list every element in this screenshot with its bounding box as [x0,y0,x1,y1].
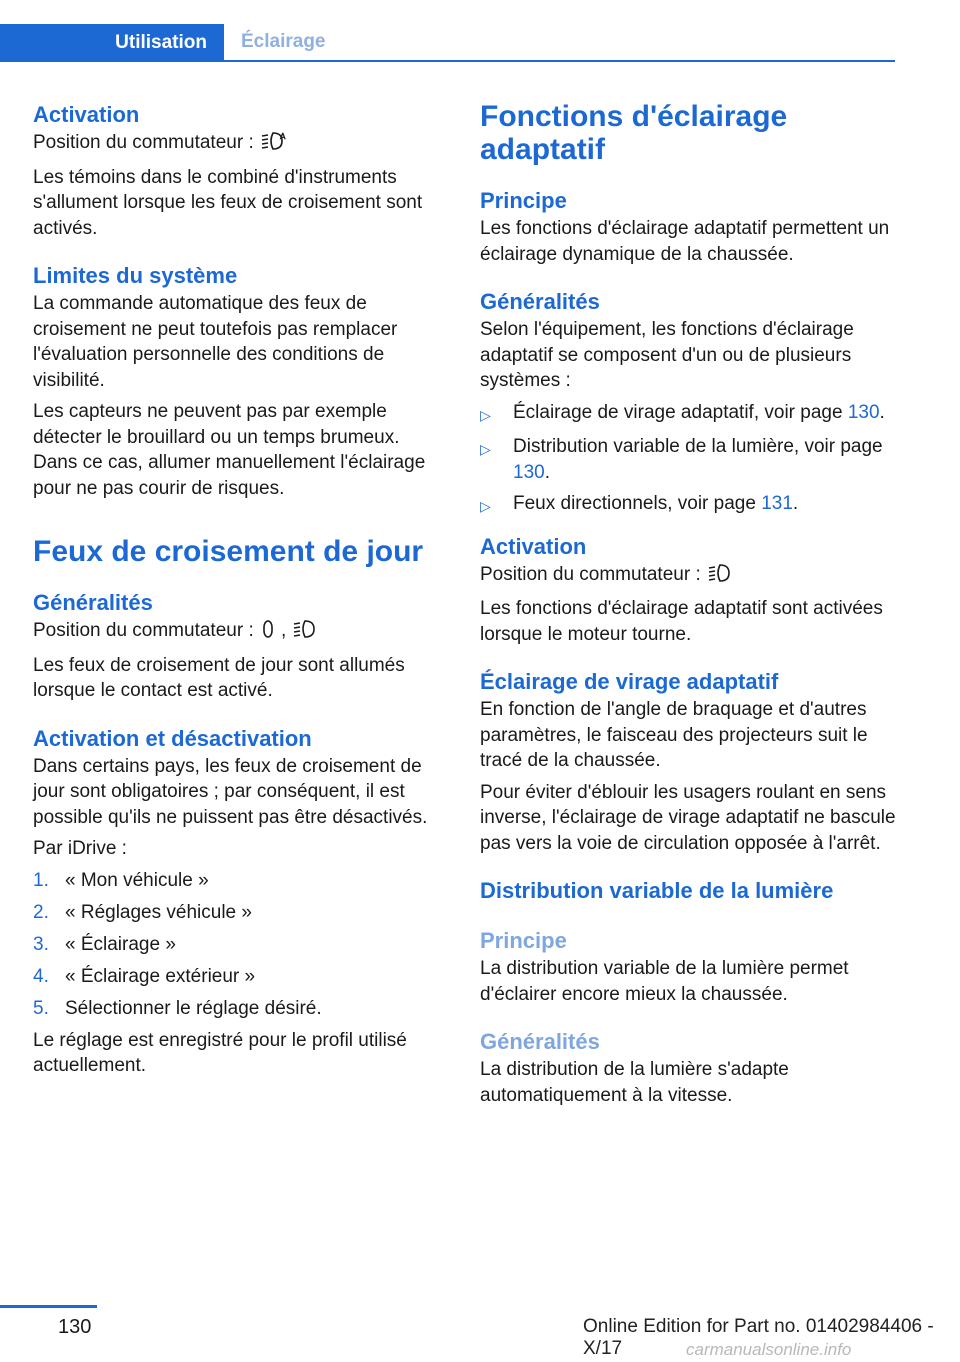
auto-headlight-icon [707,563,733,591]
activation-heading: Activation [33,102,140,127]
limits-paragraph-1: La commande automatique des feux de croisement ne peut toutefois pas remplacer l'évaluation personnelle des conditions de visibilité. [33,293,398,391]
page-link[interactable]: 130 [847,401,880,423]
edition-text: Online Edition for Part no. 01402984406 - X/17 [583,1316,934,1359]
auto-headlight-icon [292,619,318,647]
activation-body: Les témoins dans le combiné d'instruments s'allument lorsque les feux de croisement sont activés. [33,166,423,239]
list-item: ▷ Distribution variable de la lumière, voir page 130. [480,434,898,485]
drl-switch-text: Position du commutateur : , [33,618,448,647]
watermark: carmanualsonline.info [686,1340,852,1359]
vld-general-heading: Généralités [480,1029,600,1054]
vld-principle-body: La distribution variable de la lumière permet d'éclairer encore mieux la chaussée. [480,958,849,1005]
adaptive-activation-heading: Activation [480,533,587,559]
triangle-bullet-icon: ▷ [480,406,491,423]
triangle-bullet-icon: ▷ [480,498,491,514]
vld-general-body: La distribution de la lumière s'adapte automatiquement à la vitesse. [480,1059,789,1106]
auto-headlight-icon [260,131,286,159]
left-column [33,100,448,1079]
page-link[interactable]: 131 [761,493,793,514]
idrive-steps [33,868,448,1022]
adaptive-heading: Fonctions d'éclairage adaptatif [480,100,788,166]
drl-heading: Feux de croisement de jour [33,535,424,568]
vld-principle-heading: Principe [480,928,567,953]
idrive-intro: Par iDrive : [33,838,127,859]
drl-onoff-heading: Activation et désactivation [33,725,312,751]
general-body: Selon l'équipement, les fonctions d'éclairage adaptatif se composent d'un ou de plusieurs systèmes : [480,319,854,391]
principle-body: Les fonctions d'éclairage adaptatif permettent un éclairage dynamique de la chaussée. [480,218,890,265]
page-header [0,24,895,62]
svg-text:A: A [279,132,286,141]
activation-switch-text: Position du commutateur : A [33,130,448,159]
limits-heading: Limites du système [33,263,238,288]
adaptive-activation-body: Les fonctions d'éclairage adaptatif sont activées lorsque le moteur tourne. [480,598,883,645]
curve-paragraph-2: Pour éviter d'éblouir les usagers roulant en sens inverse, l'éclairage de virage adaptatif ne bascule pas vers la voie de circulation opposée à l'arrêt. [480,781,896,854]
drl-body: Les feux de croisement de jour sont allumés lorsque le contact est activé. [33,654,405,701]
list-item: ▷ Feux directionnels, voir page 131. [480,491,898,520]
drl-onoff-body: Dans certains pays, les feux de croisement de jour sont obligatoires ; par conséquent, il est possible qu'ils ne puissent pas être désactivés. [33,755,428,828]
general-heading: Généralités [480,289,600,314]
header-rule [0,60,895,62]
curve-heading: Éclairage de virage adaptatif [480,669,779,694]
list-item: 1. « Mon véhicule » [33,869,209,891]
right-column [480,100,898,1108]
page-link[interactable]: 130 [513,461,545,483]
footer-rule [0,1305,97,1308]
list-item: 5. Sélectionner le réglage désiré. [33,997,322,1019]
header-tab-eclairage: Éclairage [241,31,326,52]
list-item: 4. « Éclairage extérieur » [33,965,256,987]
list-item: 2. « Réglages véhicule » [33,901,252,923]
curve-paragraph-1: En fonction de l'angle de braquage et d'autres paramètres, le faisceau des projecteurs suit le tracé de la chaussée. [480,699,868,771]
adaptive-switch-text: Position du commutateur : [480,562,898,591]
lights-off-icon [260,619,276,647]
switch-separator: , [281,620,287,641]
list-item: ▷ Éclairage de virage adaptatif, voir page 130. [480,400,898,429]
drl-outro: Le réglage est enregistré pour le profil utilisé actuellement. [33,1029,407,1077]
triangle-bullet-icon: ▷ [480,441,491,457]
systems-list [480,400,898,520]
vld-heading: Distribution variable de la lumière [480,878,834,903]
principle-heading: Principe [480,188,567,213]
list-item: 3. « Éclairage » [33,933,176,955]
limits-paragraph-2: Les capteurs ne peuvent pas par exemple détecter le brouillard ou un temps brumeux. Dans ce cas, allumer manuellement l'éclairage pour ne pas courir de risques. [33,401,426,499]
drl-general-heading: Généralités [33,590,153,615]
header-tab-utilisation: Utilisation [0,24,224,62]
page-number: 130 [58,1316,92,1338]
